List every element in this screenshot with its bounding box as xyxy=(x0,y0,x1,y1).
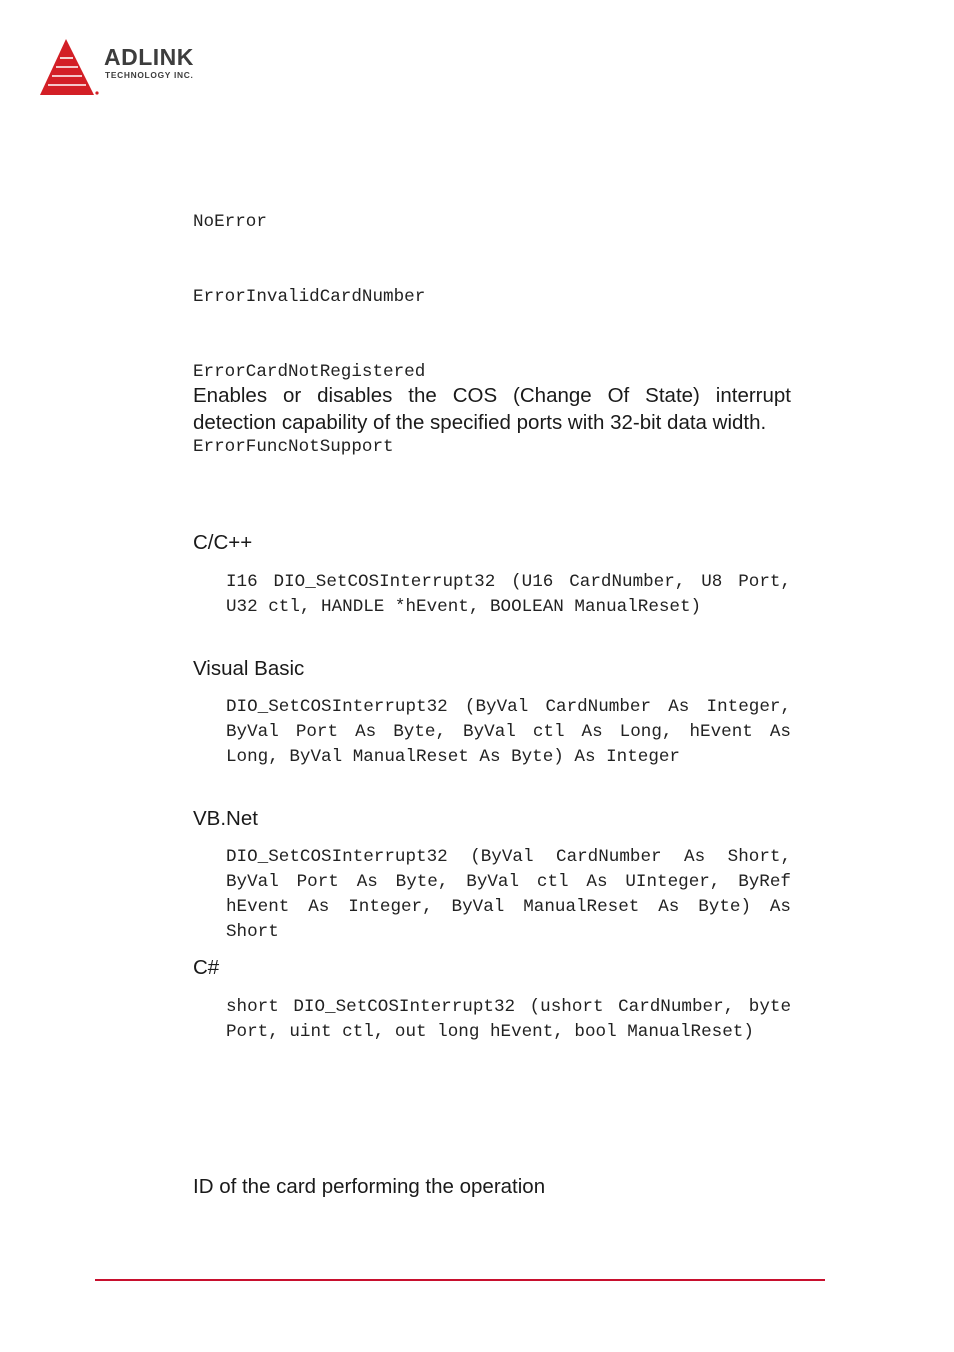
brand-subtitle: TECHNOLOGY INC. xyxy=(105,70,194,80)
function-description: Enables or disables the COS (Change Of State) interrupt detection capability of the specified ports with 32-bit data width. xyxy=(193,384,791,434)
syntax-code-cpp: I16 DIO_SetCOSInterrupt32 (U16 CardNumber, U8 Port, U32 ctl, HANDLE *hEvent, BOOLEAN ManualReset) xyxy=(226,572,791,617)
return-code-item: ErrorCardNotRegistered xyxy=(193,362,426,382)
syntax-code-vb: DIO_SetCOSInterrupt32 (ByVal CardNumber As Integer, ByVal Port As Byte, ByVal ctl As Long, hEvent As Long, ByVal ManualReset As Byte) As Integer xyxy=(226,697,791,767)
brand-name: ADLINK xyxy=(104,44,194,70)
return-code-item: NoError xyxy=(193,212,267,232)
return-code-item: ErrorFuncNotSupport xyxy=(193,437,394,457)
syntax-code-vbnet: DIO_SetCOSInterrupt32 (ByVal CardNumber As Short, ByVal Port As Byte, ByVal ctl As UInteger, ByRef hEvent As Integer, ByVal ManualReset As Byte) As Short xyxy=(226,847,791,942)
syntax-label-cpp: C/C++ xyxy=(193,531,253,554)
logo-triangle-icon xyxy=(38,36,100,98)
parameter-description: ID of the card performing the operation xyxy=(193,1175,546,1198)
company-logo xyxy=(38,36,238,98)
return-code-item: ErrorInvalidCardNumber xyxy=(193,287,426,307)
syntax-code-csharp: short DIO_SetCOSInterrupt32 (ushort CardNumber, byte Port, uint ctl, out long hEvent, bool ManualReset) xyxy=(226,997,791,1042)
syntax-label-csharp: C# xyxy=(193,956,220,979)
syntax-label-vbnet: VB.Net xyxy=(193,807,258,830)
syntax-label-vb: Visual Basic xyxy=(193,657,305,680)
return-code-list xyxy=(193,160,425,485)
footer-divider xyxy=(95,1279,825,1281)
